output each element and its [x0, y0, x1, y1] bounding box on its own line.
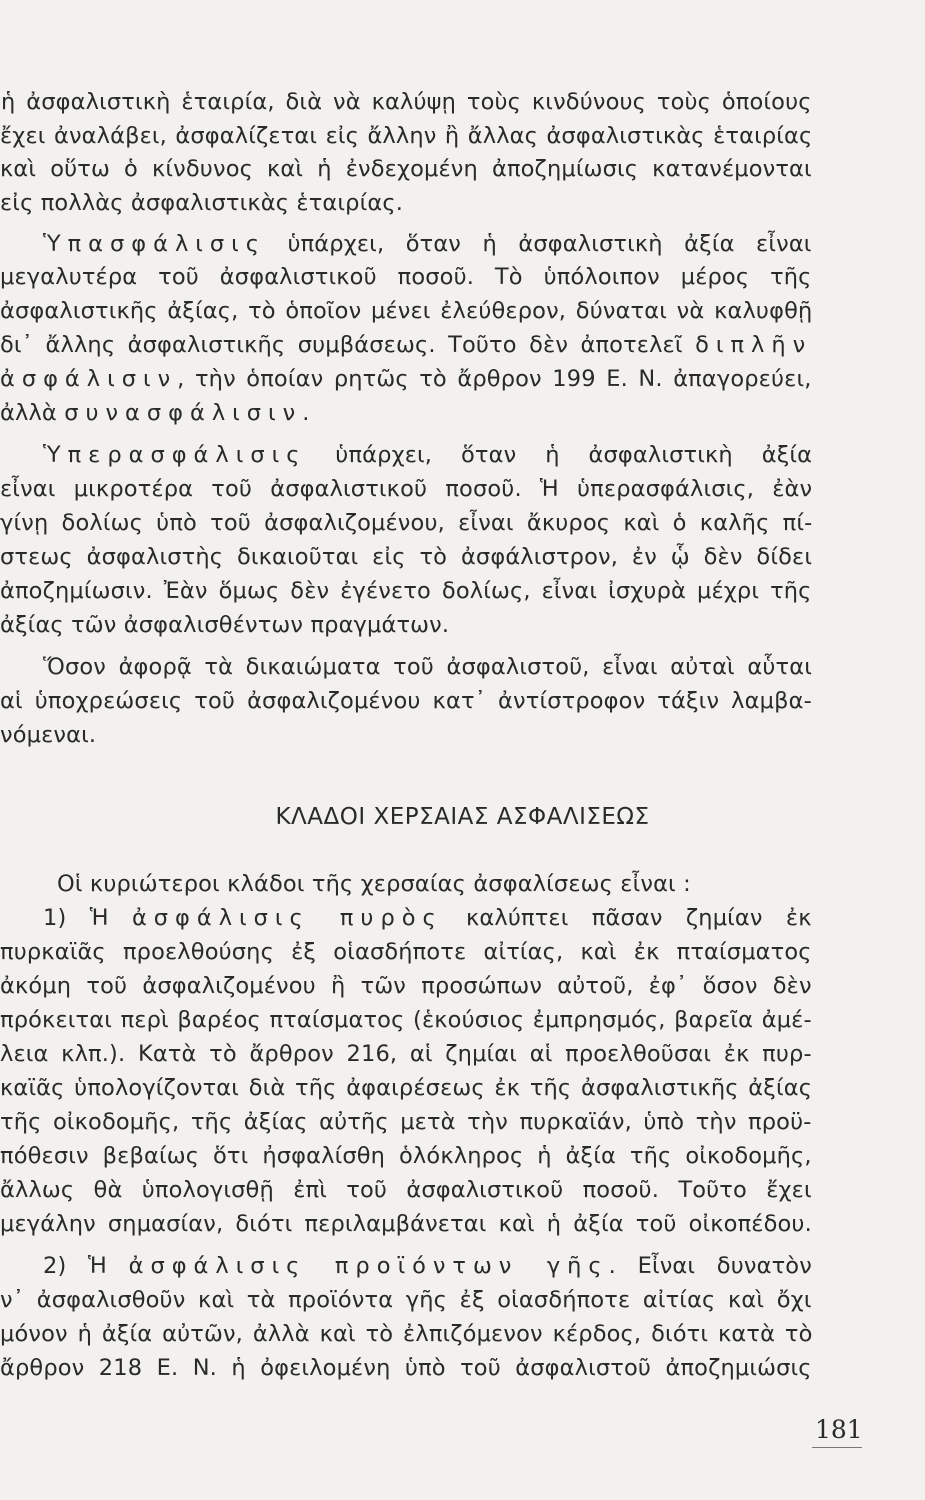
- text-segment: γίνῃ δολίως ὑπὸ τοῦ ἀσφαλιζομένου, εἶναι ἄκυρος καὶ ὁ καλῆς πί-: [0, 510, 813, 536]
- text-segment: ἄρθρον 218 Ε. Ν. ἡ ὀφειλομένη ὑπὸ τοῦ ἀσφαλιστοῦ ἀποζημιώσις: [0, 1355, 812, 1381]
- text-segment: 2) Ἡ: [43, 1253, 129, 1279]
- text-segment: αἱ ὑποχρεώσεις τοῦ ἀσφαλιζομένου κατ᾽ ἀντίστροφον τάξιν λαμβα-: [0, 688, 812, 714]
- text-segment: ἄλλως θὰ ὑπολογισθῇ ἐπὶ τοῦ ἀσφαλιστικοῦ ποσοῦ. Τοῦτο ἔχει: [0, 1177, 812, 1203]
- text-segment: ἀποζημίωσιν. Ἐὰν ὅμως δὲν ἐγένετο δολίως, εἶναι ἰσχυρὰ μέχρι τῆς: [0, 578, 812, 604]
- text-line: [0, 686, 812, 716]
- text-line: [43, 440, 812, 470]
- text-line: [0, 296, 812, 326]
- text-line: [43, 229, 812, 259]
- text-segment: ἀκόμη τοῦ ἀσφαλιζομένου ἢ τῶν προσώπων αὐτοῦ, ἐφ᾽ ὅσον δὲν: [0, 973, 812, 999]
- text-segment: νόμεναι.: [0, 722, 97, 748]
- page-number-rule: [812, 1447, 862, 1448]
- text-line: [0, 1039, 812, 1069]
- page-number: 181: [815, 1415, 863, 1444]
- text-line: [0, 1175, 812, 1205]
- text-segment: Οἱ κυριώτεροι κλάδοι τῆς χερσαίας ἀσφαλίσεως εἶναι :: [57, 871, 691, 897]
- text-segment: , τὴν ὁποίαν ρητῶς τὸ ἄρθρον 199 Ε. Ν. ἀπαγορεύει,: [177, 366, 812, 392]
- text-segment: ὑπάρχει, ὅταν ἡ ἀσφαλιστικὴ ἀξία: [306, 442, 813, 468]
- text-line: [0, 398, 310, 428]
- text-segment: μόνον ἡ ἀξία αὐτῶν, ἀλλὰ καὶ τὸ ἐλπιζόμενον κέρδος, διότι κατὰ τὸ: [0, 1321, 813, 1347]
- text-line: [0, 474, 812, 504]
- text-line: [57, 869, 691, 899]
- text-segment: ἀλλὰ: [0, 400, 65, 426]
- text-segment: ἡ ἀσφαλιστικὴ ἑταιρία, διὰ νὰ καλύψῃ τοὺς κινδύνους τοὺς ὁποίους: [1, 89, 812, 115]
- text-line: [0, 542, 812, 572]
- text-segment: τῆς οἰκοδομῆς, τῆς ἀξίας αὐτῆς μετὰ τὴν πυρκαϊάν, ὑπὸ τὴν προϋ-: [0, 1109, 812, 1135]
- text-segment: ν᾽ ἀσφαλισθοῦν καὶ τὰ προϊόντα γῆς ἐξ οἱασδήποτε αἰτίας καὶ ὄχι: [0, 1287, 812, 1313]
- text-line: [0, 508, 812, 538]
- text-line: [0, 262, 812, 292]
- text-segment: καλύπτει πᾶσαν ζημίαν ἐκ: [442, 905, 812, 931]
- text-line: [0, 1209, 812, 1239]
- text-line: [0, 330, 812, 360]
- text-segment: πυρκαϊᾶς προελθούσης ἐξ οἱασδήποτε αἰτίας, καὶ ἐκ πταίσματος: [0, 939, 812, 965]
- text-line: [0, 720, 96, 750]
- text-segment: μεγάλην σημασίαν, διότι περιλαμβάνεται καὶ ἡ ἀξία τοῦ οἰκοπέδου.: [0, 1211, 812, 1237]
- text-segment: λεια κλπ.). Κατὰ τὸ ἄρθρον 216, αἱ ζημίαι αἱ προελθοῦσαι ἐκ πυρ-: [0, 1041, 812, 1067]
- text-line: [0, 1353, 812, 1383]
- text-line: [43, 652, 812, 682]
- text-line: [1, 87, 812, 117]
- spaced-term: συνασφάλισιν: [64, 400, 303, 426]
- text-segment: πόθεσιν βεβαίως ὅτι ἠσφαλίσθη ὁλόκληρος ἡ ἀξία τῆς οἰκοδομῆς,: [0, 1143, 812, 1169]
- text-segment: ἀσφαλιστικῆς ἀξίας, τὸ ὁποῖον μένει ἐλεύθερον, δύναται νὰ καλυφθῇ: [0, 298, 813, 324]
- text-line: [0, 154, 812, 184]
- text-line: [0, 1107, 812, 1137]
- spaced-term: Ὑπασφάλισις: [43, 231, 266, 257]
- text-segment: καὶ οὕτω ὁ κίνδυνος καὶ ἡ ἐνδεχομένη ἀποζημίωσις κατανέμονται: [0, 156, 812, 182]
- section-heading: ΚΛΑΔΟΙ ΧΕΡΣΑΙΑΣ ΑΣΦΑΛΙΣΕΩΣ: [275, 804, 650, 830]
- text-line: [43, 1251, 812, 1281]
- text-segment: πρόκειται περὶ βαρέος πταίσματος (ἑκούσιος ἐμπρησμός, βαρεῖα ἀμέ-: [0, 1007, 812, 1033]
- spaced-term: ἀσφάλισιν: [0, 366, 178, 392]
- text-segment: εἶναι μικροτέρα τοῦ ἀσφαλιστικοῦ ποσοῦ. Ἡ ὑπερασφάλισις, ἐὰν: [0, 476, 813, 502]
- text-line: [0, 971, 812, 1001]
- text-line: [0, 576, 812, 606]
- spaced-term: Ὑπερασφάλισις: [43, 442, 307, 468]
- spaced-term: ἀσφάλισις πυρὸς: [131, 905, 443, 931]
- text-segment: Ὅσον ἀφορᾷ τὰ δικαιώματα τοῦ ἀσφαλιστοῦ, εἶναι αὐταὶ αὗται: [43, 654, 812, 680]
- text-segment: εἰς πολλὰς ἀσφαλιστικὰς ἑταιρίας.: [0, 190, 404, 216]
- text-line: [0, 1285, 812, 1315]
- text-segment: δι᾽ ἄλλης ἀσφαλιστικῆς συμβάσεως. Τοῦτο δὲν ἀποτελεῖ: [0, 332, 696, 358]
- text-segment: ὑπάρχει, ὅταν ἡ ἀσφαλιστικὴ ἀξία εἶναι: [265, 231, 812, 257]
- text-line: [0, 937, 812, 967]
- text-segment: . Εἶναι δυνατὸν: [608, 1253, 812, 1279]
- text-line: [0, 610, 449, 640]
- text-line: [0, 1073, 812, 1103]
- text-line: [0, 1319, 813, 1349]
- text-segment: μεγαλυτέρα τοῦ ἀσφαλιστικοῦ ποσοῦ. Τὸ ὑπόλοιπον μέρος τῆς: [0, 264, 812, 290]
- text-line: [0, 364, 812, 394]
- text-segment: στεως ἀσφαλιστὴς δικαιοῦται εἰς τὸ ἀσφάλιστρον, ἐν ᾧ δὲν δίδει: [0, 544, 813, 570]
- spaced-term: διπλῆν: [695, 332, 813, 358]
- spaced-term: ἀσφάλισις προϊόντων γῆς: [128, 1253, 609, 1279]
- text-line: [0, 1005, 812, 1035]
- text-line: [0, 121, 812, 151]
- text-segment: 1) Ἡ: [43, 905, 132, 931]
- text-segment: .: [302, 400, 310, 426]
- text-line: [0, 188, 403, 218]
- text-segment: καϊᾶς ὑπολογίζονται διὰ τῆς ἀφαιρέσεως ἐκ τῆς ἀσφαλιστικῆς ἀξίας: [0, 1075, 813, 1101]
- text-line: [43, 903, 812, 933]
- text-line: [0, 1141, 812, 1171]
- text-segment: ἔχει ἀναλάβει, ἀσφαλίζεται εἰς ἄλλην ἢ ἄλλας ἀσφαλιστικὰς ἑταιρίας: [0, 123, 813, 149]
- text-segment: ἀξίας τῶν ἀσφαλισθέντων πραγμάτων.: [0, 612, 450, 638]
